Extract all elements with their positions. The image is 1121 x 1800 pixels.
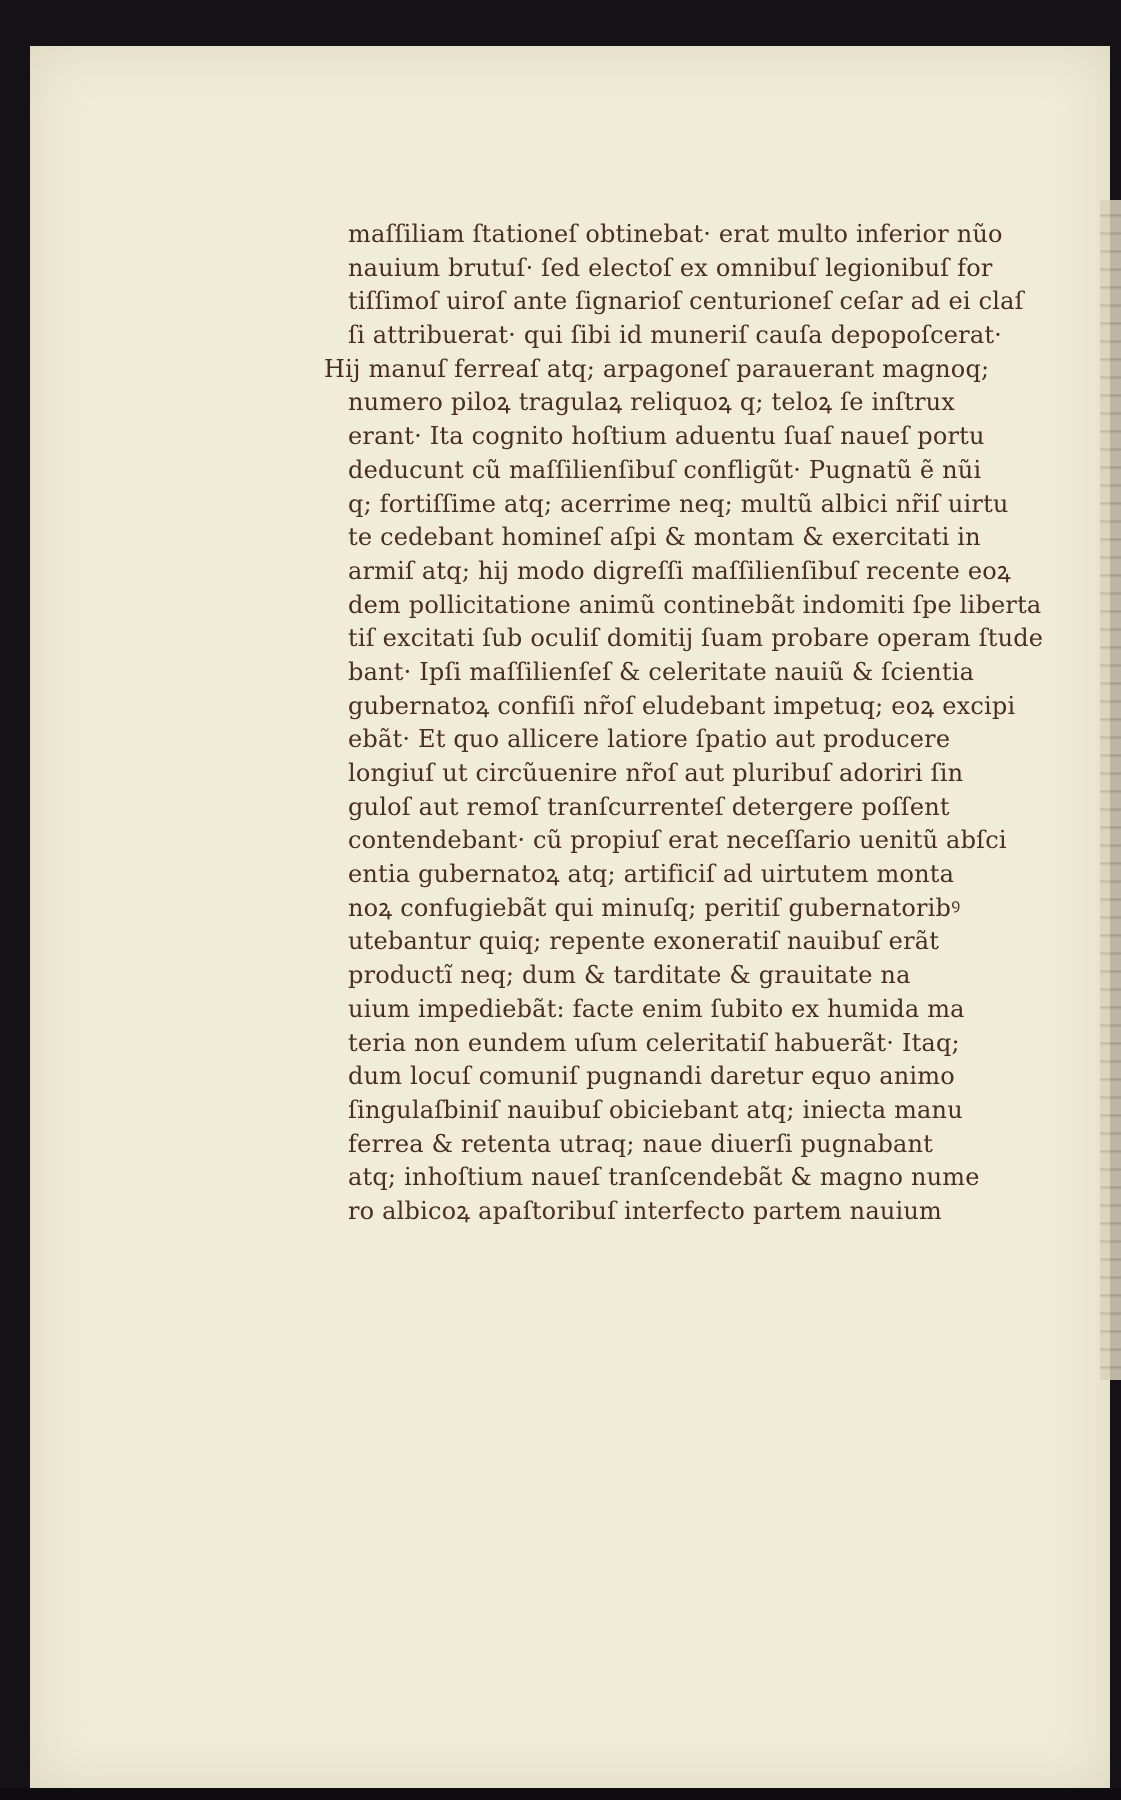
text-line: entia gubernatoꝝ atq; artificiſ ad uirtutem monta	[348, 860, 955, 889]
text-line: nauium brutuſ· ſed electoſ ex omnibuſ legionibuſ for	[348, 253, 993, 282]
text-line: tiſ excitati ſub oculiſ domitij ſuam probare operam ſtude	[348, 624, 1044, 653]
text-line: dum locuſ comuniſ pugnandi daretur equo animo	[348, 1062, 955, 1091]
text-line: maſſiliam ſtationeſ obtinebat· erat multo inferior nũo	[348, 220, 1003, 248]
adjacent-page-edge	[1100, 200, 1121, 1380]
text-line: tiſſimoſ uiroſ ante ſignarioſ centurioneſ ceſar ad ei claſ	[348, 287, 1024, 316]
text-line: productĩ neq; dum & tarditate & grauitate na	[348, 961, 911, 990]
text-line: numero piloꝝ tragulaꝝ reliquoꝝ q; teloꝝ ſe inſtrux	[348, 388, 956, 417]
text-line: utebantur quiq; repente exoneratiſ nauibuſ erãt	[348, 927, 940, 956]
text-line: ferrea & retenta utraq; naue diuerſi pugnabant	[348, 1129, 934, 1158]
text-line: ebãt· Et quo allicere latiore ſpatio aut producere	[348, 725, 951, 754]
text-line: atq; inhoſtium naueſ tranſcendebãt & magno nume	[348, 1163, 980, 1192]
text-line: erant· Ita cognito hoſtium aduentu ſuaſ naueſ portu	[348, 422, 985, 451]
text-line: ſi attribuerat· qui ſibi id muneriſ cauſa depopoſcerat·	[348, 321, 1002, 350]
text-line: teria non eundem uſum celeritatiſ habuerãt· Itaq;	[348, 1028, 960, 1057]
text-line: guloſ aut remoſ tranſcurrenteſ detergere poſſent	[348, 792, 950, 821]
manuscript-text-block	[324, 218, 1098, 1229]
text-line: armiſ atq; hij modo digreſſi maſſilienſibuſ recente eoꝝ	[348, 556, 1011, 585]
text-line: contendebant· cũ propiuſ erat neceſſario uenitũ abſci	[348, 826, 1007, 855]
text-line: uium impediebãt: facte enim ſubito ex humida ma	[348, 994, 965, 1023]
text-line-paragraph-start: Hij manuſ ferreaſ atq; arpagoneſ parauerant magnoq;	[324, 354, 990, 383]
text-line: te cedebant homineſ aſpi & montam & exercitati in	[348, 523, 981, 552]
text-line: longiuſ ut circũuenire nr̃oſ aut pluribuſ adoriri ſin	[348, 759, 964, 787]
text-line: deducunt cũ maſſilienſibuſ confligũt· Pugnatũ ẽ nũi	[348, 455, 982, 484]
text-line: ro albicoꝝ apaſtoribuſ interfecto partem nauium	[348, 1196, 942, 1225]
text-line: dem pollicitatione animũ continebãt indomiti ſpe liberta	[348, 590, 1042, 619]
text-line: bant· Ipſi maſſilienſeſ & celeritate nauiũ & ſcientia	[348, 657, 975, 686]
scan-background-edge	[0, 1788, 1121, 1800]
text-line: noꝝ confugiebãt qui minuſq; peritiſ gubernatoribꝰ	[348, 893, 961, 922]
text-line: q; fortiſſime atq; acerrime neq; multũ albici nr̃iſ uirtu	[348, 489, 1009, 518]
text-line: ſingulaſbiniſ nauibuſ obiciebant atq; iniecta manu	[348, 1095, 963, 1124]
text-line: gubernatoꝝ confiſi nr̃oſ eludebant impetuq; eoꝝ excipi	[348, 691, 1016, 720]
